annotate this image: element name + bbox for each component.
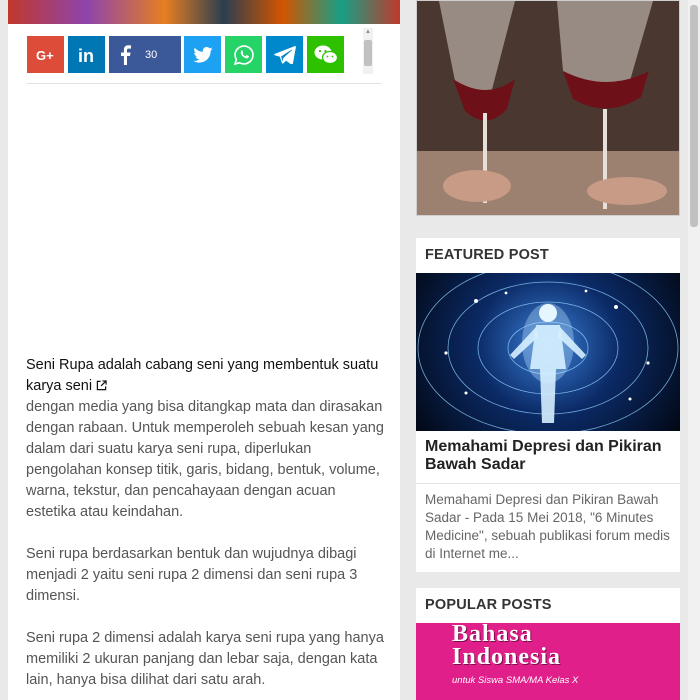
article-body xyxy=(26,397,388,700)
facebook-share-count: 30 xyxy=(145,48,158,61)
popular-post-image[interactable] xyxy=(416,623,680,700)
facebook-share-button[interactable] xyxy=(109,36,181,73)
article-intro-link[interactable] xyxy=(26,355,386,397)
featured-post-image[interactable] xyxy=(416,273,680,431)
article-paragraph: Seni rupa 2 dimensi adalah karya seni rupa yang hanya memiliki 2 ukuran panjang dan lebar saja, dengan kata lain, hanya bisa dilihat dari satu arah. xyxy=(26,630,384,688)
twitter-share-button[interactable] xyxy=(184,36,221,73)
intro-link-text[interactable]: Seni Rupa adalah cabang seni yang membentuk suatu karya seni xyxy=(26,357,379,394)
article-paragraph: dengan media yang bisa ditangkap mata dan dirasakan dengan rabaan. Untuk memperoleh sebuah kesan yang dalam dari suatu karya seni rupa, diperlukan pengolahan konsep titik, garis, bidang, bentuk, volume, warna, tekstur, dan pencahayaan dengan acuan estetika atau keindahan. xyxy=(26,399,384,520)
telegram-icon xyxy=(274,46,296,64)
popular-posts-heading: POPULAR POSTS xyxy=(425,597,552,613)
svg-text:in: in xyxy=(77,45,94,64)
page-scrollbar[interactable] xyxy=(688,0,700,700)
book-cover-title-line: Bahasa xyxy=(452,623,533,647)
featured-post-heading: FEATURED POST xyxy=(425,247,549,263)
whatsapp-share-button[interactable] xyxy=(225,36,262,73)
facebook-icon xyxy=(119,45,131,65)
wechat-share-button[interactable] xyxy=(307,36,344,73)
linkedin-icon xyxy=(77,46,97,64)
wine-glasses-photo xyxy=(417,1,680,216)
sidebar-wine-image[interactable] xyxy=(416,0,680,216)
share-bar-scroll-thumb[interactable] xyxy=(364,40,372,66)
twitter-icon xyxy=(193,47,213,63)
external-link-icon xyxy=(96,380,107,391)
divider xyxy=(26,83,382,84)
scroll-up-arrow-icon[interactable]: ▲ xyxy=(365,29,371,35)
share-bar xyxy=(27,29,387,74)
glowing-figure-illustration xyxy=(416,273,680,431)
page-scroll-thumb[interactable] xyxy=(690,5,698,227)
main-content xyxy=(8,0,400,700)
divider xyxy=(416,483,680,484)
featured-post-title[interactable]: Memahami Depresi dan Pikiran Bawah Sadar xyxy=(425,438,662,473)
book-cover-title-line: Indonesia xyxy=(452,644,562,670)
featured-post-excerpt: Memahami Depresi dan Pikiran Bawah Sadar - Pada 15 Mei 2018, "6 Minutes Medicine", sebuah publikasi forum medis di Internet me... xyxy=(425,492,670,561)
whatsapp-icon xyxy=(233,44,255,66)
google-plus-icon xyxy=(35,48,57,62)
linkedin-share-button[interactable] xyxy=(68,36,105,73)
svg-text:G+: G+ xyxy=(35,47,54,62)
article-paragraph: Seni rupa berdasarkan bentuk dan wujudnya dibagi menjadi 2 yaitu seni rupa 2 dimensi dan seni rupa 3 dimensi. xyxy=(26,546,358,604)
book-cover-subtitle: untuk Siswa SMA/MA Kelas X xyxy=(452,675,579,686)
share-bar-scrollbar[interactable] xyxy=(363,28,373,74)
telegram-share-button[interactable] xyxy=(266,36,303,73)
featured-post-widget xyxy=(416,238,680,572)
popular-posts-widget xyxy=(416,588,680,700)
article-image xyxy=(8,0,400,24)
wechat-icon xyxy=(314,45,338,65)
google-plus-share-button[interactable] xyxy=(27,36,64,73)
